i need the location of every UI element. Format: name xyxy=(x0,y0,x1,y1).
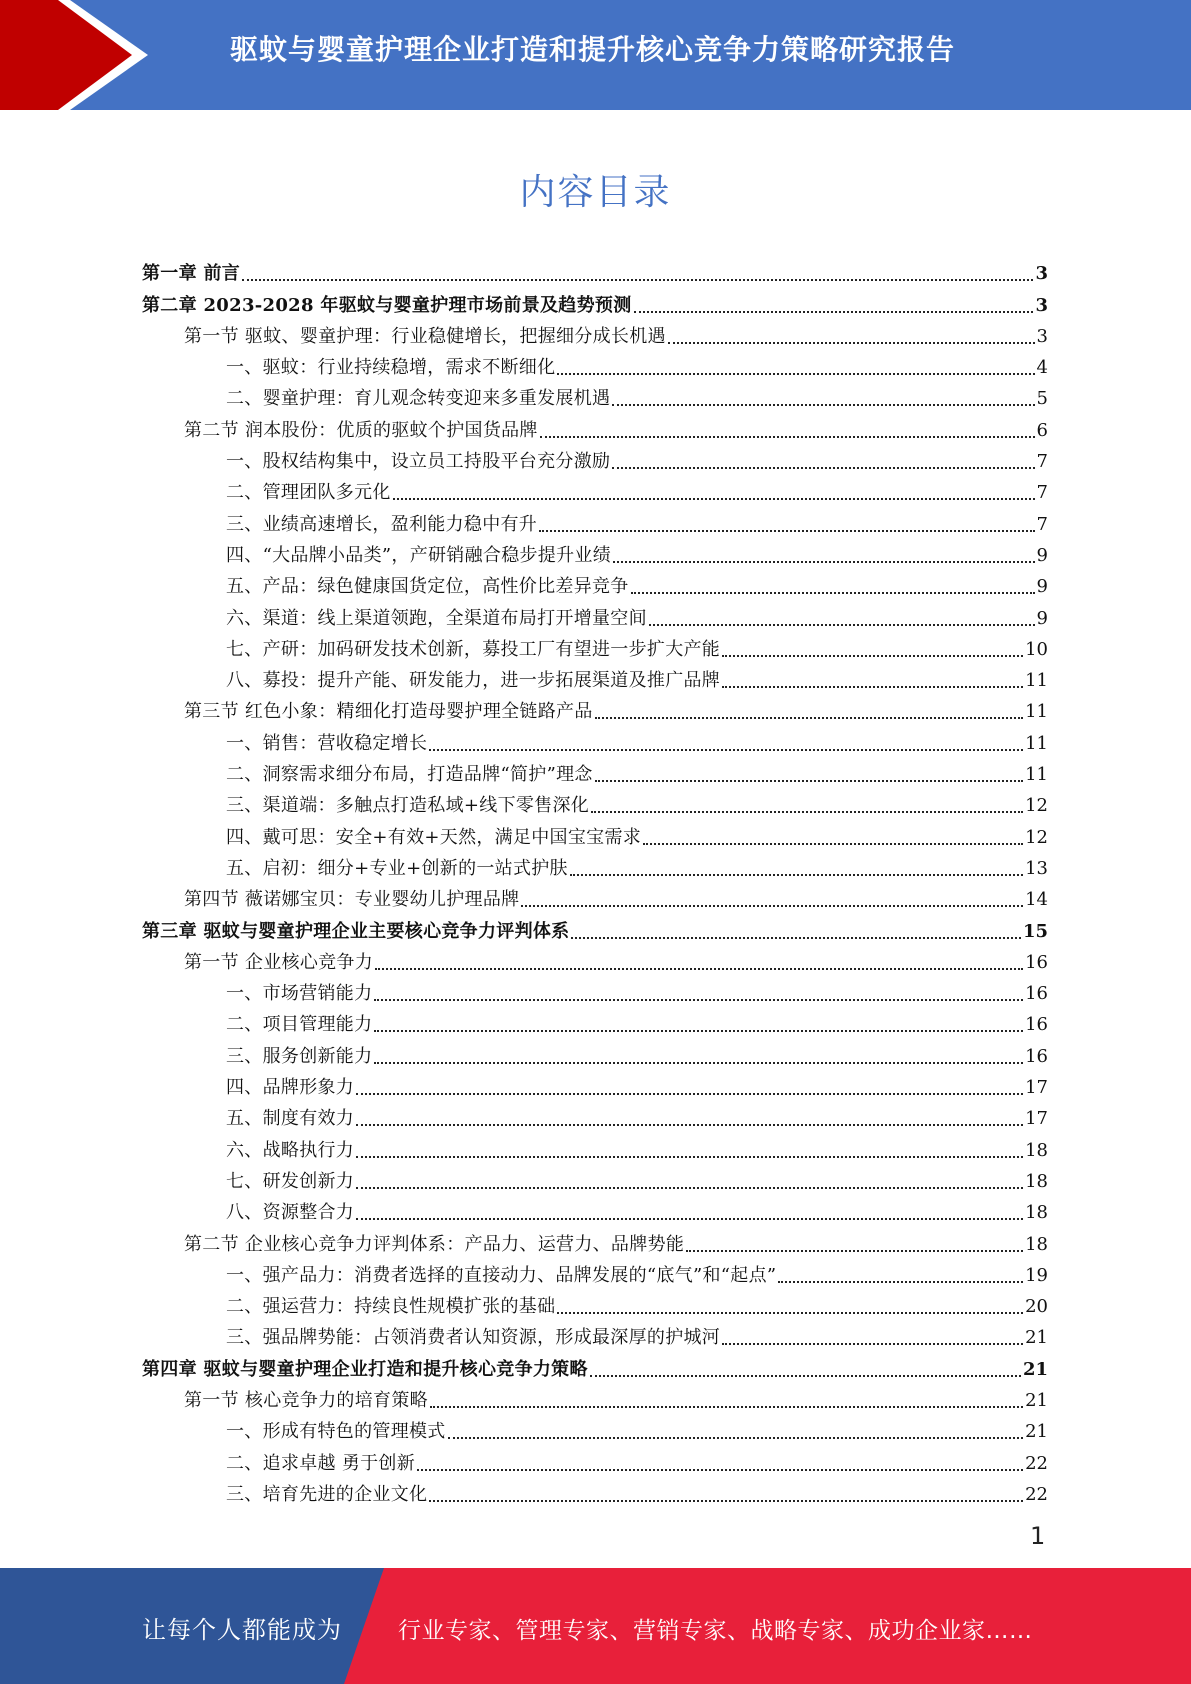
toc-leader-dots xyxy=(571,937,1020,939)
toc-entry[interactable] xyxy=(142,504,1048,535)
toc-entry-title: 四、“大品牌小品类”，产研销融合稳步提升业绩 xyxy=(226,544,612,566)
toc-entry[interactable] xyxy=(142,536,1048,567)
toc-entry-title: 一、形成有特色的管理模式 xyxy=(226,1421,446,1443)
toc-entry-page: 15 xyxy=(1022,920,1048,942)
toc-entry-title: 第一章 前言 xyxy=(142,263,241,285)
toc-entry-page: 17 xyxy=(1025,1108,1048,1130)
toc-leader-dots xyxy=(356,1124,1023,1126)
chevron-shape xyxy=(0,0,132,110)
toc-entry-page: 5 xyxy=(1036,388,1048,410)
toc-entry[interactable] xyxy=(142,1475,1048,1506)
toc-leader-dots xyxy=(591,811,1023,813)
toc-leader-dots xyxy=(356,1187,1023,1189)
toc-entry[interactable] xyxy=(142,692,1048,723)
toc-entry[interactable] xyxy=(142,630,1048,661)
toc-entry[interactable] xyxy=(142,254,1048,285)
toc-entry-title: 五、启初：细分+专业+创新的一站式护肤 xyxy=(226,857,568,879)
toc-entry-page: 18 xyxy=(1025,1170,1048,1192)
toc-entry[interactable] xyxy=(142,1162,1048,1193)
toc-leader-dots xyxy=(595,717,1023,719)
toc-entry-title: 第一节 驱蚊、婴童护理：行业稳健增长，把握细分成长机遇 xyxy=(184,325,666,347)
toc-entry-title: 第二章 2023-2028 年驱蚊与婴童护理市场前景及趋势预测 xyxy=(142,294,632,316)
toc-entry-title: 第一节 企业核心竞争力 xyxy=(184,951,374,973)
toc-entry-title: 八、募投：提升产能、研发能力，进一步拓展渠道及推广品牌 xyxy=(226,670,721,692)
toc-entry[interactable] xyxy=(142,473,1048,504)
toc-entry[interactable] xyxy=(142,1005,1048,1036)
footer-banner xyxy=(0,1568,1191,1684)
toc-leader-dots xyxy=(570,874,1023,876)
toc-leader-dots xyxy=(242,279,1033,281)
toc-leader-dots xyxy=(417,1469,1023,1471)
toc-leader-dots xyxy=(374,1062,1023,1064)
toc-entry-page: 7 xyxy=(1036,513,1048,535)
toc-leader-dots xyxy=(375,968,1023,970)
toc-entry-page: 21 xyxy=(1022,1358,1048,1380)
toc-entry-page: 12 xyxy=(1025,795,1048,817)
toc-entry-page: 16 xyxy=(1025,1045,1048,1067)
toc-entry[interactable] xyxy=(142,1193,1048,1224)
toc-entry[interactable] xyxy=(142,974,1048,1005)
toc-entry[interactable] xyxy=(142,943,1048,974)
toc-entry[interactable] xyxy=(142,661,1048,692)
toc-entry[interactable] xyxy=(142,911,1048,942)
toc-entry-page: 11 xyxy=(1025,764,1048,786)
toc-entry-page: 12 xyxy=(1025,826,1048,848)
toc-entry-page: 3 xyxy=(1035,263,1048,285)
toc-entry-page: 11 xyxy=(1025,701,1048,723)
toc-entry[interactable] xyxy=(142,1036,1048,1067)
toc-leader-dots xyxy=(778,1281,1023,1283)
toc-entry[interactable] xyxy=(142,410,1048,441)
toc-entry-title: 第四节 薇诺娜宝贝：专业婴幼儿护理品牌 xyxy=(184,889,520,911)
toc-entry-title: 六、渠道：线上渠道领跑，全渠道布局打开增量空间 xyxy=(226,607,647,629)
toc-entry[interactable] xyxy=(142,1412,1048,1443)
toc-leader-dots xyxy=(557,373,1034,375)
toc-leader-dots xyxy=(429,749,1023,751)
toc-entry[interactable] xyxy=(142,1256,1048,1287)
toc-entry[interactable] xyxy=(142,442,1048,473)
toc-entry[interactable] xyxy=(142,817,1048,848)
toc-leader-dots xyxy=(429,1500,1023,1502)
toc-entry-title: 一、强产品力：消费者选择的直接动力、品牌发展的“底气”和“起点” xyxy=(226,1264,777,1286)
toc-entry-page: 18 xyxy=(1025,1202,1048,1224)
toc-entry-title: 一、市场营销能力 xyxy=(226,983,373,1005)
toc-entry-page: 6 xyxy=(1036,419,1048,441)
toc-entry[interactable] xyxy=(142,1068,1048,1099)
toc-entry-page: 9 xyxy=(1036,607,1048,629)
toc-entry-page: 9 xyxy=(1036,576,1048,598)
toc-entry-title: 六、战略执行力 xyxy=(226,1139,355,1161)
toc-entry-page: 22 xyxy=(1025,1452,1048,1474)
toc-entry[interactable] xyxy=(142,1381,1048,1412)
toc-leader-dots xyxy=(649,624,1035,626)
toc-entry-page: 3 xyxy=(1036,325,1048,347)
toc-leader-dots xyxy=(448,1437,1023,1439)
toc-entry[interactable] xyxy=(142,1443,1048,1474)
toc-entry-title: 第二节 企业核心竞争力评判体系：产品力、运营力、品牌势能 xyxy=(184,1233,685,1255)
toc-leader-dots xyxy=(722,686,1023,688)
toc-entry-page: 10 xyxy=(1025,638,1048,660)
toc-leader-dots xyxy=(612,467,1034,469)
toc-leader-dots xyxy=(356,1156,1023,1158)
toc-leader-dots xyxy=(539,530,1034,532)
toc-entry-page: 7 xyxy=(1036,451,1048,473)
toc-entry[interactable] xyxy=(142,1318,1048,1349)
toc-entry-title: 第四章 驱蚊与婴童护理企业打造和提升核心竞争力策略 xyxy=(142,1358,588,1380)
toc-leader-dots xyxy=(722,1343,1023,1345)
toc-entry-page: 17 xyxy=(1025,1077,1048,1099)
toc-entry[interactable] xyxy=(142,880,1048,911)
toc-entry[interactable] xyxy=(142,1287,1048,1318)
toc-entry-title: 三、渠道端：多触点打造私域+线下零售深化 xyxy=(226,795,590,817)
toc-entry-page: 16 xyxy=(1025,983,1048,1005)
toc-entry[interactable] xyxy=(142,1224,1048,1255)
toc-entry-title: 七、研发创新力 xyxy=(226,1170,355,1192)
toc-entry-title: 二、强运营力：持续良性规模扩张的基础 xyxy=(226,1296,556,1318)
toc-entry[interactable] xyxy=(142,567,1048,598)
toc-leader-dots xyxy=(613,561,1035,563)
report-title: 驱蚊与婴童护理企业打造和提升核心竞争力策略研究报告 xyxy=(230,33,956,66)
toc-entry-page: 21 xyxy=(1025,1421,1048,1443)
toc-entry-title: 三、培育先进的企业文化 xyxy=(226,1483,428,1505)
toc-entry[interactable] xyxy=(142,379,1048,410)
toc-leader-dots xyxy=(722,655,1023,657)
toc-entry-page: 16 xyxy=(1025,951,1048,973)
toc-entry-title: 第三章 驱蚊与婴童护理企业主要核心竞争力评判体系 xyxy=(142,920,570,942)
toc-entry[interactable] xyxy=(142,849,1048,880)
toc-entry[interactable] xyxy=(142,786,1048,817)
toc-leader-dots xyxy=(634,311,1034,313)
toc-entry-page: 22 xyxy=(1025,1483,1048,1505)
toc-entry-page: 9 xyxy=(1036,544,1048,566)
toc-entry-title: 四、戴可思：安全+有效+天然，满足中国宝宝需求 xyxy=(226,826,642,848)
toc-entry-page: 20 xyxy=(1025,1296,1048,1318)
toc-entry-page: 18 xyxy=(1025,1139,1048,1161)
toc-entry[interactable] xyxy=(142,598,1048,629)
toc-leader-dots xyxy=(557,1312,1023,1314)
table-of-contents xyxy=(142,254,1048,1506)
toc-entry-page: 4 xyxy=(1036,357,1048,379)
toc-entry-title: 四、品牌形象力 xyxy=(226,1077,355,1099)
toc-leader-dots xyxy=(393,498,1035,500)
toc-entry-page: 21 xyxy=(1025,1389,1048,1411)
toc-entry-page: 7 xyxy=(1036,482,1048,504)
toc-entry-title: 八、资源整合力 xyxy=(226,1202,355,1224)
toc-entry-page: 13 xyxy=(1025,857,1048,879)
toc-entry[interactable] xyxy=(142,317,1048,348)
toc-entry-title: 二、婴童护理：育儿观念转变迎来多重发展机遇 xyxy=(226,388,611,410)
toc-entry-page: 11 xyxy=(1025,670,1048,692)
toc-entry[interactable] xyxy=(142,285,1048,316)
toc-leader-dots xyxy=(540,436,1035,438)
toc-leader-dots xyxy=(643,843,1023,845)
toc-entry-title: 一、驱蚊：行业持续稳增，需求不断细化 xyxy=(226,357,556,379)
toc-entry[interactable] xyxy=(142,1349,1048,1380)
toc-entry-title: 三、服务创新能力 xyxy=(226,1045,373,1067)
toc-entry-title: 三、业绩高速增长，盈利能力稳中有升 xyxy=(226,513,538,535)
toc-leader-dots xyxy=(430,1406,1023,1408)
toc-entry-title: 一、销售：营收稳定增长 xyxy=(226,732,428,754)
toc-leader-dots xyxy=(668,342,1035,344)
toc-entry-title: 二、洞察需求细分布局，打造品牌“简护”理念 xyxy=(226,764,593,786)
toc-entry-title: 五、制度有效力 xyxy=(226,1108,355,1130)
toc-entry-page: 19 xyxy=(1025,1264,1048,1286)
toc-entry-page: 21 xyxy=(1025,1327,1048,1349)
toc-leader-dots xyxy=(612,404,1034,406)
toc-entry-title: 第三节 红色小象：精细化打造母婴护理全链路产品 xyxy=(184,701,593,723)
toc-leader-dots xyxy=(686,1250,1023,1252)
toc-entry-title: 第二节 润本股份：优质的驱蚊个护国货品牌 xyxy=(184,419,538,441)
toc-entry-page: 18 xyxy=(1025,1233,1048,1255)
toc-entry-title: 三、强品牌势能：占领消费者认知资源，形成最深厚的护城河 xyxy=(226,1327,721,1349)
toc-leader-dots xyxy=(595,780,1023,782)
toc-entry-title: 二、管理团队多元化 xyxy=(226,482,391,504)
toc-entry[interactable] xyxy=(142,723,1048,754)
toc-entry[interactable] xyxy=(142,755,1048,786)
toc-entry-page: 16 xyxy=(1025,1014,1048,1036)
toc-entry[interactable] xyxy=(142,1130,1048,1161)
toc-entry-title: 二、项目管理能力 xyxy=(226,1014,373,1036)
toc-leader-dots xyxy=(374,1030,1023,1032)
footer-slogan-left: 让每个人都能成为 xyxy=(142,1616,342,1644)
toc-entry-title: 七、产研：加码研发技术创新，募投工厂有望进一步扩大产能 xyxy=(226,638,721,660)
toc-entry-title: 第一节 核心竞争力的培育策略 xyxy=(184,1389,428,1411)
toc-entry-title: 一、股权结构集中，设立员工持股平台充分激励 xyxy=(226,451,611,473)
toc-entry-title: 五、产品：绿色健康国货定位，高性价比差异竞争 xyxy=(226,576,629,598)
header-banner xyxy=(0,0,1191,110)
page-number: 1 xyxy=(1030,1522,1046,1550)
toc-leader-dots xyxy=(631,592,1035,594)
toc-entry-page: 11 xyxy=(1025,732,1048,754)
toc-leader-dots xyxy=(590,1375,1021,1377)
toc-leader-dots xyxy=(356,1218,1023,1220)
toc-entry-page: 3 xyxy=(1035,294,1048,316)
toc-entry[interactable] xyxy=(142,1099,1048,1130)
toc-leader-dots xyxy=(521,905,1023,907)
toc-entry-page: 14 xyxy=(1025,889,1048,911)
footer-slogan-right: 行业专家、管理专家、营销专家、战略专家、成功企业家…… xyxy=(398,1618,1033,1644)
toc-leader-dots xyxy=(374,999,1023,1001)
toc-entry[interactable] xyxy=(142,348,1048,379)
toc-heading: 内容目录 xyxy=(519,172,672,213)
toc-entry-title: 二、追求卓越 勇于创新 xyxy=(226,1452,416,1474)
toc-leader-dots xyxy=(356,1093,1023,1095)
